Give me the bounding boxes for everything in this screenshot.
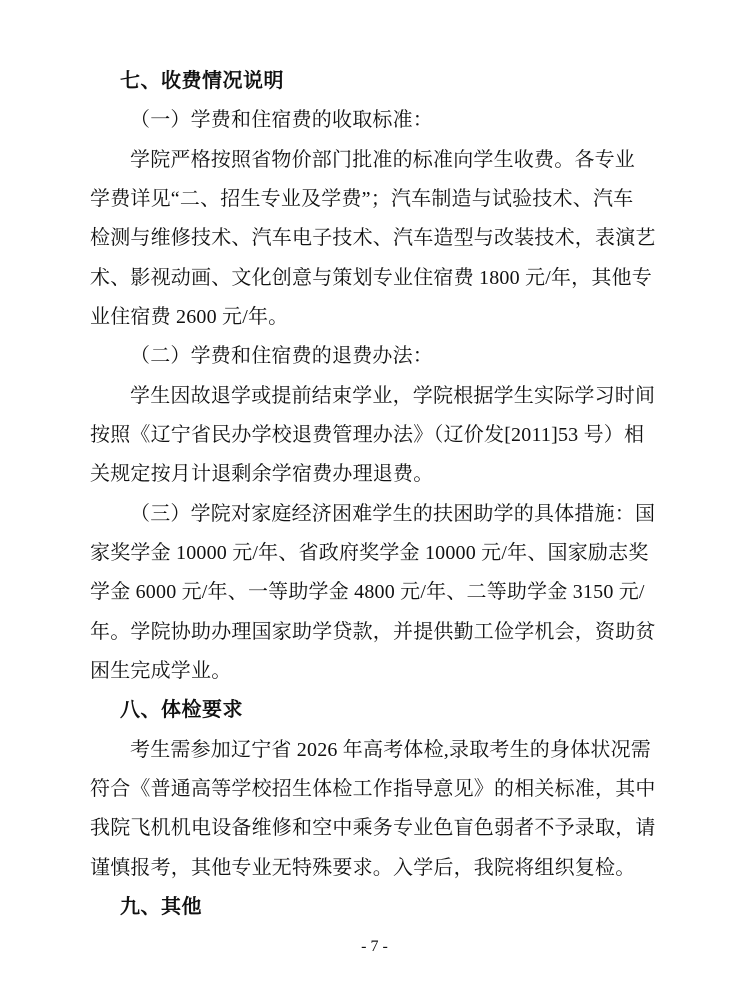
page-number: - 7 - xyxy=(361,938,388,955)
text-line-aid-title: （三）学院对家庭经济困难学生的扶困助学的具体措施：国 xyxy=(130,502,656,525)
text-line: 符合《普通高等学校招生体检工作指导意见》的相关标准，其中 xyxy=(90,777,656,800)
text-line: 检测与维修技术、汽车电子技术、汽车造型与改装技术，表演艺 xyxy=(90,227,656,250)
document-content xyxy=(90,62,660,927)
text-line: 我院飞机机电设备维修和空中乘务专业色盲色弱者不予录取，请 xyxy=(90,817,656,840)
text-line: 学院严格按照省物价部门批准的标准向学生收费。各专业 xyxy=(130,148,635,171)
text-line: 谨慎报考，其他专业无特殊要求。入学后，我院将组织复检。 xyxy=(90,856,636,879)
section-heading-physical-exam: 八、体检要求 xyxy=(120,699,243,722)
text-line: 家奖学金 10000 元/年、省政府奖学金 10000 元/年、国家励志奖 xyxy=(90,541,649,564)
text-line: 学费详见“二、招生专业及学费”；汽车制造与试验技术、汽车 xyxy=(90,187,634,210)
text-line: 按照《辽宁省民办学校退费管理办法》（辽价发[2011]53 号）相 xyxy=(90,423,645,446)
section-heading-other: 九、其他 xyxy=(120,895,202,918)
text-line-fee-standard-title: （一）学费和住宿费的收取标准： xyxy=(130,109,433,132)
text-line: 年。学院协助办理国家助学贷款，并提供勤工俭学机会，资助贫 xyxy=(90,620,656,643)
section-heading-fees: 七、收费情况说明 xyxy=(120,70,284,92)
text-line: 学生因故退学或提前结束学业，学院根据学生实际学习时间 xyxy=(130,384,656,407)
text-line: 术、影视动画、文化创意与策划专业住宿费 1800 元/年，其他专 xyxy=(90,266,652,289)
text-line: 学金 6000 元/年、一等助学金 4800 元/年、二等助学金 3150 元/ xyxy=(90,581,645,604)
text-line: 关规定按月计退剩余学宿费办理退费。 xyxy=(90,463,434,486)
text-line-refund-title: （二）学费和住宿费的退费办法： xyxy=(130,345,433,368)
text-line: 困生完成学业。 xyxy=(90,659,232,682)
text-line: 考生需参加辽宁省 2026 年高考体检,录取考生的身体状况需 xyxy=(130,738,651,761)
text-line: 业住宿费 2600 元/年。 xyxy=(90,305,289,328)
